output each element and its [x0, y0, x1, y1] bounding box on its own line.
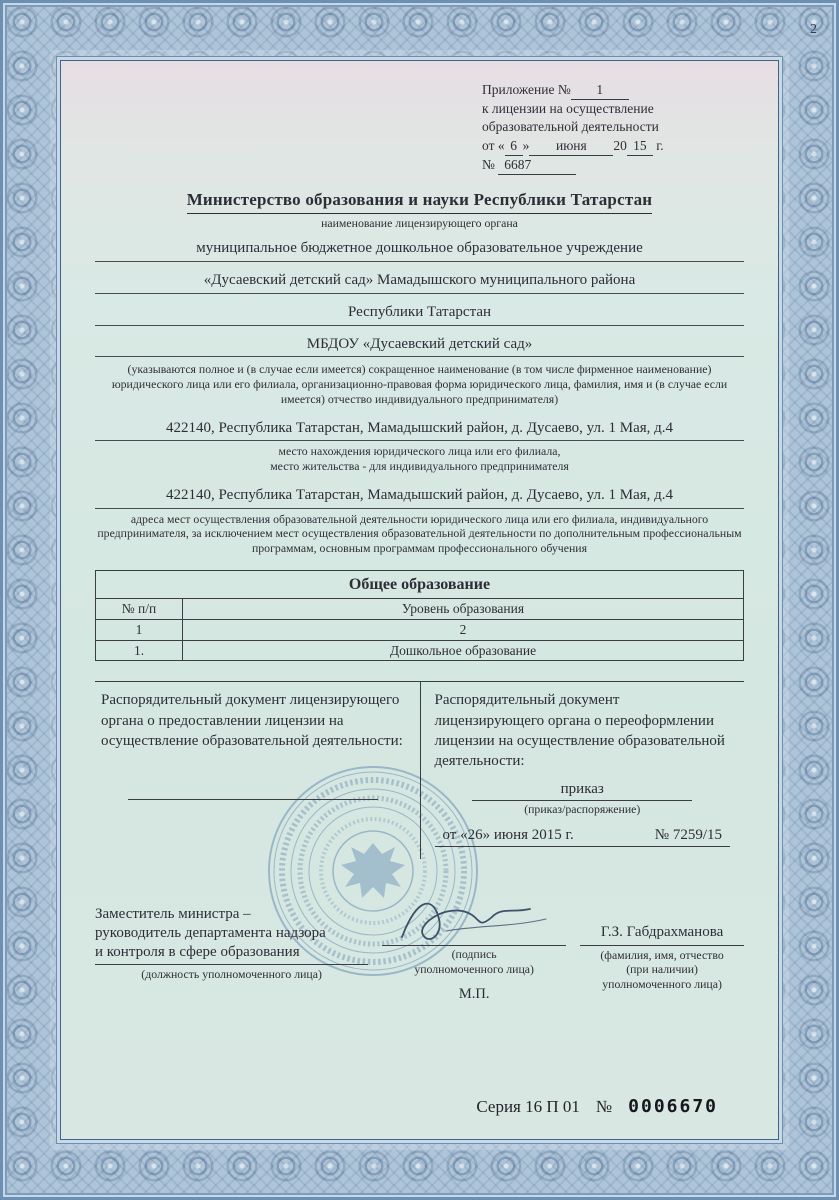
appendix-number: 1	[571, 81, 629, 100]
license-line-1: к лицензии на осуществление	[482, 101, 654, 117]
position-line: Заместитель министра –	[95, 905, 251, 922]
name-caption-line: (фамилия, имя, отчество	[600, 947, 724, 962]
serial-number-label: №	[595, 1097, 613, 1117]
date-century: 20	[613, 137, 627, 153]
date-day: 6	[505, 137, 523, 156]
ministry-title: Министерство образования и науки Республики Татарстан	[187, 189, 653, 213]
activity-address-caption: адреса мест осуществления образовательной деятельности юридического лица или его филиала, индивидуального предпринимателя, за исключением мест осуществления образовательной деятельности по дополнительным профессиональным программам, основным программам профессионального обучения	[97, 511, 742, 556]
organization-name-line: муниципальное бюджетное дошкольное образовательное учреждение	[95, 239, 744, 262]
position-caption: (должность уполномоченного лица)	[141, 967, 322, 982]
reissue-number: № 7259/15	[654, 826, 722, 843]
reissue-doc-caption: (приказ/распоряжение)	[524, 801, 641, 816]
handwritten-signature	[388, 889, 568, 949]
license-doc-number-line	[482, 156, 744, 175]
legal-address: 422140, Республика Татарстан, Мамадышский район, д. Дусаево, ул. 1 Мая, д.4	[95, 419, 744, 442]
table-cell: 1	[96, 619, 183, 640]
reissue-order-title: Распорядительный документ лицензирующего органа о переоформлении лицензии на осуществление образовательной деятельности:	[434, 692, 725, 770]
location-block	[95, 419, 744, 474]
name-caption-line: (при наличии)	[626, 962, 698, 977]
date-year: 15	[627, 137, 653, 156]
signature-caption	[382, 947, 566, 976]
table-cell: Дошкольное образование	[183, 640, 744, 661]
reissue-doc-type: приказ	[472, 779, 692, 800]
legal-address-caption-line: место жительства - для индивидуального предпринимателя	[270, 459, 569, 474]
doc-number-label: №	[482, 156, 495, 172]
education-table-title: Общее образование	[96, 570, 744, 598]
official-name-area	[580, 905, 744, 1005]
doc-number: 6687	[498, 156, 576, 175]
series-label: Серия 16 П 01	[476, 1097, 580, 1117]
legal-address-caption	[95, 444, 744, 473]
organization-name-line: Республики Татарстан	[95, 303, 744, 326]
reissue-date-line	[435, 823, 731, 847]
license-date-line	[482, 137, 744, 156]
reissue-order-cell	[420, 682, 745, 858]
date-month: июня	[529, 137, 613, 156]
form-serial-line	[476, 1095, 718, 1119]
appendix-label: Приложение №	[482, 82, 571, 97]
document-body	[60, 60, 779, 1140]
seal-place-mark: М.П.	[458, 986, 490, 1003]
education-table-col-npp: № п/п	[96, 599, 183, 620]
table-row	[96, 619, 744, 640]
table-cell: 1.	[96, 640, 183, 661]
signature-caption-line: (подпись	[451, 946, 497, 961]
appendix-header	[482, 81, 744, 175]
table-cell: 2	[183, 619, 744, 640]
education-table	[95, 570, 744, 662]
organization-name-line: «Дусаевский детский сад» Мамадышского муниципального района	[95, 271, 744, 294]
activity-address-block	[95, 486, 744, 556]
official-full-name: Г.З. Габдрахманова	[580, 923, 744, 946]
table-row	[96, 640, 744, 661]
activity-address: 422140, Республика Татарстан, Мамадышский район, д. Дусаево, ул. 1 Мая, д.4	[95, 486, 744, 509]
license-line-2: образовательной деятельности	[482, 119, 659, 135]
page-number: 2	[810, 22, 817, 37]
ministry-caption: наименование лицензирующего органа	[321, 215, 518, 230]
reissue-date: от «26» июня 2015 г.	[442, 826, 574, 843]
ministry-block	[95, 189, 744, 230]
organization-block	[95, 239, 744, 406]
organization-caption: (указываются полное и (в случае если имеется) сокращенное наименование (в том числе фирменное наименование) юридического лица или его филиала, организационно-правовая форма юридического лица, фамилия, имя и (в случае если имеется) отчество индивидуального предпринимателя)	[111, 362, 728, 406]
signing-block	[95, 905, 744, 1005]
date-suffix: г.	[656, 137, 664, 153]
orders-section	[95, 681, 744, 858]
position-line: и контроля в сфере образования	[95, 943, 368, 965]
official-position	[95, 905, 368, 1005]
name-caption-line: уполномоченного лица)	[602, 977, 722, 992]
signature-caption-line: уполномоченного лица)	[414, 961, 534, 976]
appendix-number-line	[482, 81, 744, 100]
date-prefix: от «	[482, 137, 505, 153]
grant-order-blank-line	[128, 773, 378, 800]
legal-address-caption-line: место нахождения юридического лица или его филиала,	[278, 444, 561, 459]
signature-area	[382, 905, 566, 1005]
date-quote-close: »	[522, 137, 530, 153]
reissue-doc-type-line	[435, 779, 731, 800]
serial-number: 0006670	[628, 1096, 718, 1118]
organization-name-line: МБДОУ «Дусаевский детский сад»	[95, 335, 744, 358]
name-caption	[580, 948, 744, 992]
position-line: руководитель департамента надзора	[95, 925, 326, 942]
education-table-col-level: Уровень образования	[183, 599, 744, 620]
grant-order-cell	[95, 682, 420, 858]
grant-order-title: Распорядительный документ лицензирующего органа о предоставлении лицензии на осуществление образовательной деятельности:	[101, 692, 403, 749]
